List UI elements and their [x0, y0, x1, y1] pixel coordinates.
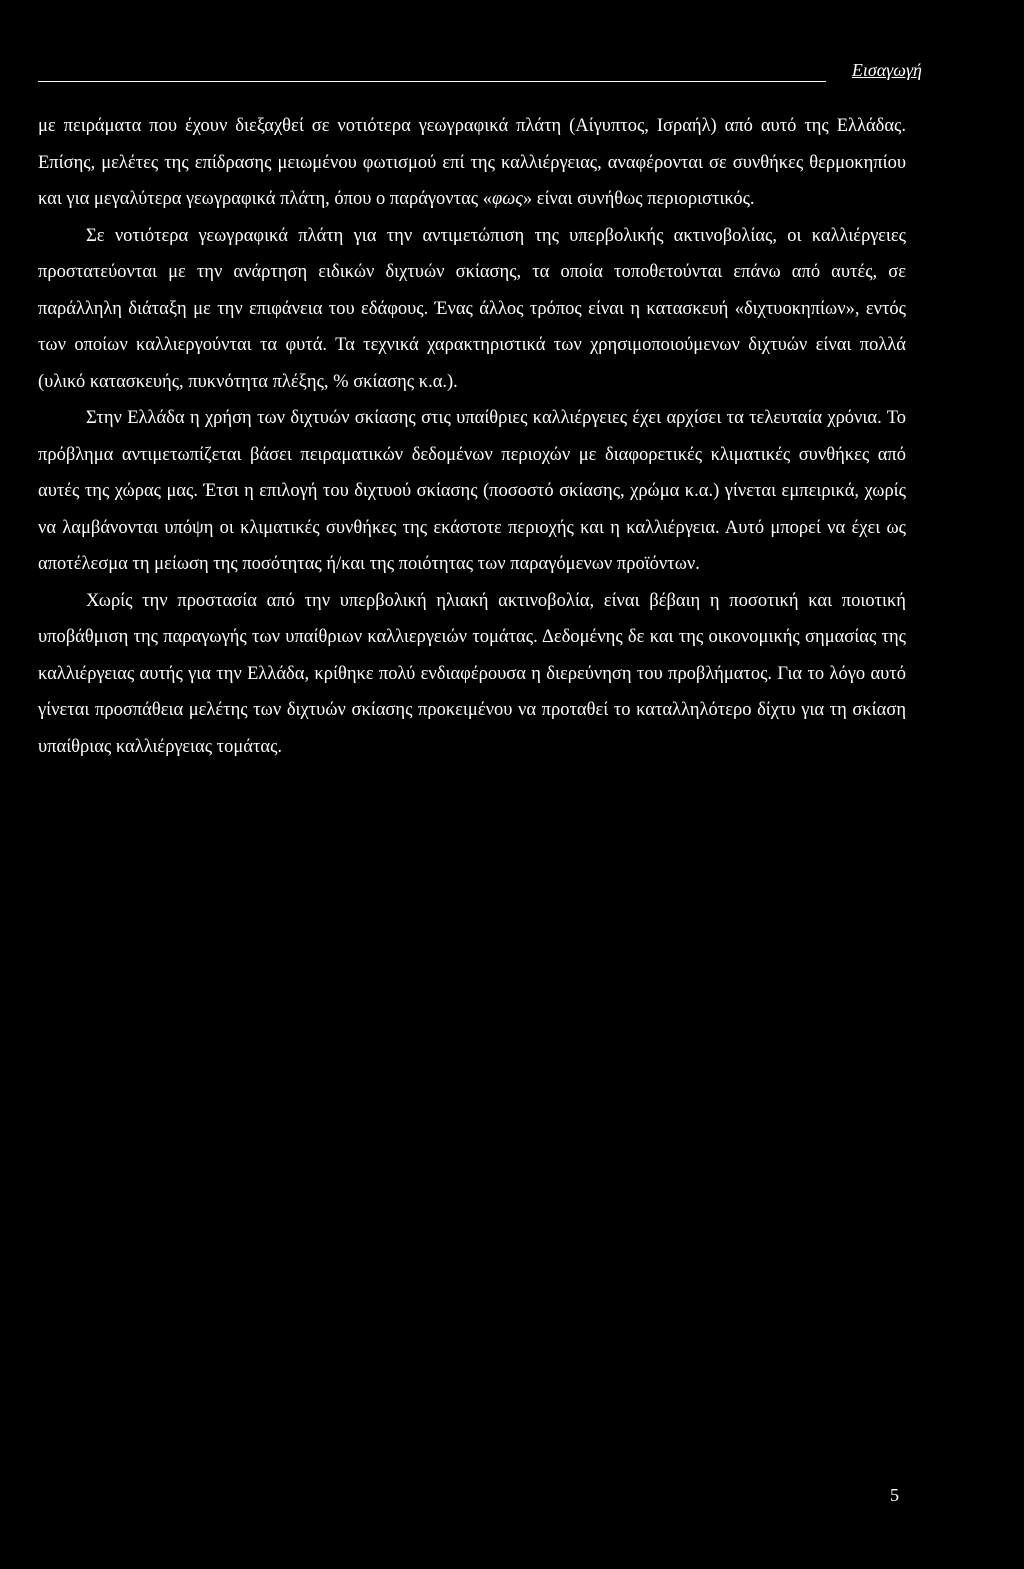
paragraph: [38, 108, 906, 218]
running-header: [38, 60, 922, 86]
section-title: Εισαγωγή: [851, 60, 922, 80]
paragraph: Χωρίς την προστασία από την υπερβολική ηλιακή ακτινοβολία, είναι βέβαιη η ποσοτική και ποιοτική υποβάθμιση της παραγωγής των υπαίθριων καλλιεργειών τομάτας. Δεδομένης δε και της οικονομικής σημασίας της καλλιέργειας αυτής για την Ελλάδα, κρίθηκε πολύ ενδιαφέρουσα η διερεύνηση του προβλήματος. Για το λόγο αυτό γίνεται προσπάθεια μελέτης των διχτυών σκίασης προκειμένου να προταθεί το καταλληλότερο δίχτυ για τη σκίαση υπαίθριας καλλιέργειας τομάτας.: [38, 590, 906, 757]
header-rule: [38, 81, 826, 82]
paragraph: Σε νοτιότερα γεωγραφικά πλάτη για την αντιμετώπιση της υπερβολικής ακτινοβολίας, οι καλλιέργειες προστατεύονται με την ανάρτηση ειδικών διχτυών σκίασης, τα οποία τοποθετούνται επάνω από αυτές, σε παράλληλη διάταξη με την επιφάνεια του εδάφους. Ένας άλλος τρόπος είναι η κατασκευή «διχτυοκηπίων», εντός των οποίων καλλιεργούνται τα φυτά. Τα τεχνικά χαρακτηριστικά των χρησιμοποιούμενων διχτυών είναι πολλά (υλικό κατασκευής, πυκνότητα πλέξης, % σκίασης κ.α.).: [38, 225, 906, 392]
emphasis-text: φως: [492, 189, 523, 209]
paragraph: Στην Ελλάδα η χρήση των διχτυών σκίασης στις υπαίθριες καλλιέργειες έχει αρχίσει τα τελευταία χρόνια. Το πρόβλημα αντιμετωπίζεται βάσει πειραματικών δεδομένων περιοχών με διαφορετικές κλιματικές συνθήκες από αυτές της χώρας μας. Έτσι η επιλογή του διχτυού σκίασης (ποσοστό σκίασης, χρώμα κ.α.) γίνεται εμπειρικά, χωρίς να λαμβάνονται υπόψη οι κλιματικές συνθήκες της εκάστοτε περιοχής και η καλλιέργεια. Αυτό μπορεί να έχει ως αποτέλεσμα τη μείωση της ποσότητας ή/και της ποιότητας των παραγόμενων προϊόντων.: [38, 408, 906, 574]
paragraph-text: » είναι συνήθως περιοριστικός.: [522, 189, 755, 209]
page-number: 5: [890, 1485, 899, 1505]
body-text: [38, 108, 906, 765]
paragraph-text: με πειράματα που έχουν διεξαχθεί σε νοτιότερα γεωγραφικά πλάτη (Αίγυπτος, Ισραήλ) από αυτό της Ελλάδας. Επίσης, μελέτες της επίδρασης μειωμένου φωτισμού επί της καλλιέργειας, αναφέρονται σε συνθήκες θερμοκηπίου και για μεγαλύτερα γεωγραφικά πλάτη, όπου ο παράγοντας «: [38, 116, 906, 209]
